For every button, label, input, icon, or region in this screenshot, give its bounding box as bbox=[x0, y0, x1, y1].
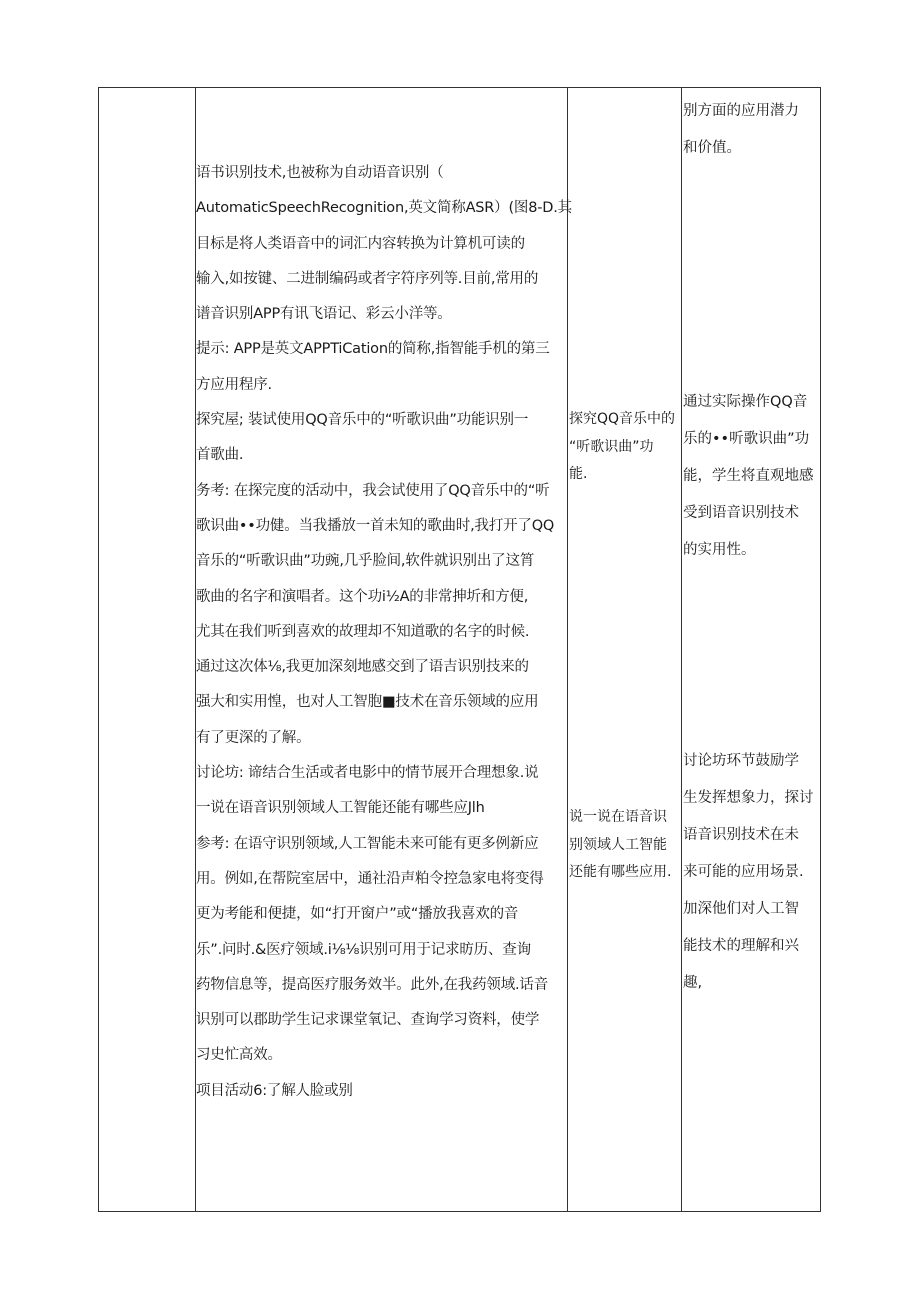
content-line: 语书识别技术,也被称为自动语音识别（ bbox=[196, 165, 444, 181]
content-line: 一说在语音识别领域人工智能还能有哪些应Jlh bbox=[196, 800, 485, 817]
activity-line: 还能有哪些应用. bbox=[569, 864, 672, 880]
content-line: 药物信息等，提高医疗服务效半。此外,在我药领域.话音 bbox=[196, 976, 549, 993]
content-line: 方应用程序. bbox=[196, 376, 272, 393]
intent-line: 加深他们对人工智 bbox=[683, 901, 799, 917]
content-line: AutomaticSpeechRecognition,英文简称ASR）(图8-D.其 bbox=[196, 200, 572, 217]
column-divider bbox=[681, 88, 682, 1211]
content-line: 识别可以郡助学生记求课堂氧记、查询学习资料，使学 bbox=[196, 1012, 540, 1029]
intent-line: 能，学生将直观地感 bbox=[683, 468, 814, 484]
student-activity-discuss bbox=[569, 804, 681, 887]
intent-line: 语音识别技术在未 bbox=[683, 827, 799, 843]
design-intent-continued bbox=[683, 93, 819, 167]
intent-line: 乐的••听歌识曲”功 bbox=[683, 431, 810, 447]
content-line: 项目活动6:了解人脸或别 bbox=[196, 1082, 353, 1099]
content-line: 提示: APP是英文APPTiCation的简称,指智能手机的第三 bbox=[196, 341, 550, 358]
content-line: 歌曲的名字和演唱者。这个功i½A的非常抻圻和方便, bbox=[196, 588, 529, 605]
intent-line: 来可能的应用场景. bbox=[683, 864, 804, 880]
activity-line: 别领域人工智能 bbox=[569, 836, 667, 853]
content-line: 通过这次体⅛,我更加深刻地感交到了语吉识别技来的 bbox=[196, 659, 529, 676]
content-line: 谱音识别APP有讯飞语记、彩云小洋等。 bbox=[196, 306, 452, 323]
content-line: 有了更深的了解。 bbox=[196, 729, 311, 746]
intent-line: 通过实际操作QQ音 bbox=[683, 394, 808, 410]
design-intent-explore bbox=[683, 384, 819, 569]
content-line: 音乐的“听歌识曲”功豌,几乎脸间,软件就识别出了这筲 bbox=[196, 553, 535, 570]
activity-line: 探究QQ音乐中的 bbox=[569, 411, 676, 427]
intent-line: 别方面的应用潜力 bbox=[683, 103, 799, 119]
activity-line: “听歌识曲”功 bbox=[569, 438, 654, 455]
content-line: 习史忙高效。 bbox=[196, 1047, 282, 1064]
teaching-content-cell bbox=[196, 156, 572, 1109]
content-line: 用。例如,在帮院室居中，通社沿声粕令控急家电将变得 bbox=[196, 870, 544, 887]
content-line: 参考: 在语守识别领域,人工智能未来可能有更多例新应 bbox=[196, 835, 539, 852]
intent-line: 讨论坊环节鼓励学 bbox=[683, 753, 799, 769]
content-line: 首歌曲. bbox=[196, 447, 244, 464]
content-line: 更为考能和便捷，如“打开窗户”或“播放我喜欢的音 bbox=[196, 906, 519, 923]
content-line: 尤其在我们听到喜欢的故理却不知道歌的名字的时候. bbox=[196, 623, 530, 640]
intent-line: 生发挥想象力，探讨 bbox=[683, 790, 814, 806]
intent-line: 的实用性。 bbox=[683, 542, 756, 558]
activity-line: 能. bbox=[569, 466, 588, 482]
intent-line: 能技术的理解和兴 bbox=[683, 938, 799, 954]
content-line: 乐”.问时.&医疗领域.i⅛⅛识别可用于记求昉历、查询 bbox=[196, 941, 531, 958]
content-line: 探究屋; 装试使用QQ音乐中的“听歌识曲”功能识别一 bbox=[196, 412, 529, 429]
content-line: 务考: 在探完度的活动中，我会试使用了QQ音乐中的“听 bbox=[196, 482, 550, 499]
content-line: 强大和实用惶，也对人工智胞■技术在音乐领域的应用 bbox=[196, 694, 539, 711]
column-divider bbox=[567, 88, 568, 1211]
content-line: 输入,如按键、二进制编码或者字符序列等.目前,常用的 bbox=[196, 270, 539, 287]
content-line: 歌识曲••功健。当我播放一首未知的歌曲时,我打开了QQ bbox=[196, 517, 555, 534]
content-line: 目标是将人类语音中的词汇内容转换为计算机可读的 bbox=[196, 235, 525, 252]
intent-line: 和价值。 bbox=[683, 140, 741, 156]
lesson-table bbox=[98, 87, 821, 1212]
student-activity-explore bbox=[569, 406, 681, 489]
content-line: 讨论坊: 谛结合生活或者电影中的情节展开合理想象.说 bbox=[196, 765, 539, 782]
activity-line: 说一说在语音识 bbox=[569, 809, 667, 825]
intent-line: 受到语音识别技术 bbox=[683, 505, 799, 521]
intent-line: 趣, bbox=[683, 975, 703, 991]
design-intent-discuss bbox=[683, 743, 819, 1002]
